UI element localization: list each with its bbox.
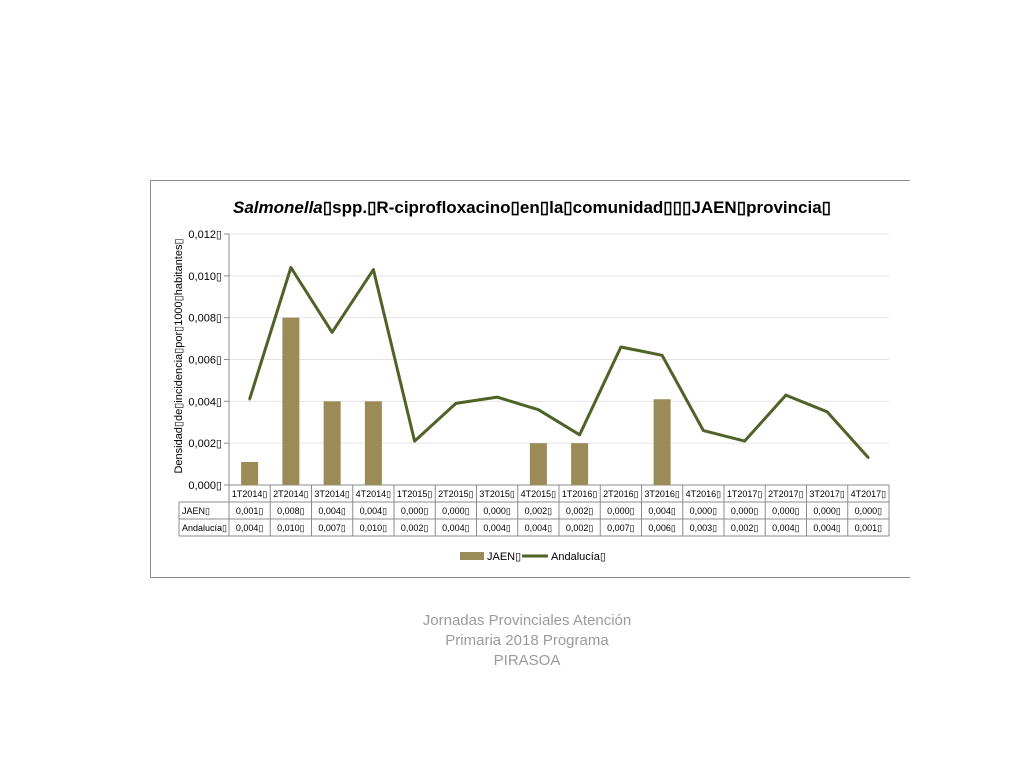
- y-tick-label: 0,004▯: [188, 396, 222, 409]
- y-tick-labels: [188, 229, 222, 492]
- x-tick-label: 2T2016▯: [603, 489, 639, 499]
- table-cell: 0,000▯: [854, 506, 883, 516]
- x-tick-label: 1T2017▯: [726, 489, 763, 499]
- table-cell: 0,000▯: [607, 506, 635, 516]
- bar: [530, 443, 547, 485]
- table-cell: 0,001▯: [235, 506, 264, 516]
- line-point: [372, 268, 374, 270]
- x-tick-label: 1T2015▯: [396, 489, 433, 499]
- bar: [241, 462, 258, 485]
- x-tick-label: 1T2014▯: [231, 489, 268, 499]
- x-tick-label: 4T2017▯: [850, 489, 887, 499]
- y-tick-label: 0,012▯: [188, 229, 222, 241]
- line-point: [248, 398, 250, 400]
- table-cell: 0,004▯: [772, 523, 800, 533]
- table-cell: 0,002▯: [565, 523, 594, 533]
- table-cell: 0,000▯: [813, 506, 841, 516]
- x-tick-label: 4T2016▯: [685, 489, 722, 499]
- data-table: [179, 485, 889, 536]
- table-cell: 0,002▯: [524, 506, 553, 516]
- line-point: [331, 331, 333, 333]
- table-cell: 0,004▯: [442, 523, 470, 533]
- table-cell: 0,000▯: [730, 506, 759, 516]
- legend-swatch-jaen: [460, 552, 484, 560]
- table-series-name: Andalucía▯: [182, 523, 227, 533]
- x-tick-label: 2T2017▯: [768, 489, 804, 499]
- bar: [324, 401, 341, 485]
- table-cell: 0,004▯: [359, 506, 388, 516]
- line-point: [743, 440, 745, 442]
- line-point: [578, 434, 580, 436]
- x-tick-label: 3T2017▯: [809, 489, 845, 499]
- table-cell: 0,004▯: [524, 523, 553, 533]
- table-series-name: JAEN▯: [182, 506, 210, 516]
- y-tick-label: 0,000▯: [188, 480, 222, 492]
- line-point: [785, 394, 787, 396]
- x-tick-label: 3T2014▯: [314, 489, 350, 499]
- series-line: [250, 268, 869, 458]
- y-tick-label: 0,008▯: [188, 312, 222, 325]
- table-cell: 0,000▯: [689, 506, 718, 516]
- chart-title: [233, 198, 831, 217]
- table-cell: 0,007▯: [607, 523, 635, 533]
- legend: [460, 551, 606, 563]
- x-tick-label: 4T2014▯: [355, 489, 392, 499]
- line-point: [867, 457, 869, 459]
- table-cell: 0,003▯: [689, 523, 718, 533]
- line-point: [496, 396, 498, 398]
- bar: [365, 401, 382, 485]
- bar: [282, 318, 299, 485]
- line-point: [620, 346, 622, 348]
- y-axis-label: Densidad▯de▯incidencia▯por▯1000▯habitantes▯: [173, 238, 185, 474]
- bar: [654, 399, 671, 485]
- footer-line-3: PIRASOA: [493, 652, 561, 669]
- table-cell: 0,010▯: [277, 523, 305, 533]
- table-cell: 0,002▯: [730, 523, 759, 533]
- table-cell: 0,008▯: [277, 506, 305, 516]
- x-tick-label: 1T2016▯: [561, 489, 598, 499]
- footer-line-1: Jornadas Provinciales Atención: [422, 612, 632, 629]
- table-cell: 0,000▯: [442, 506, 470, 516]
- table-cell: 0,010▯: [359, 523, 388, 533]
- footer-line-2: Primaria 2018 Programa: [445, 632, 609, 649]
- legend-label-andalucia: Andalucía▯: [551, 551, 606, 563]
- table-cell: 0,000▯: [400, 506, 429, 516]
- table-cell: 0,006▯: [648, 523, 676, 533]
- chart-title-rest: ▯spp.▯R-ciprofloxacino▯en▯la▯comunidad▯▯▯JAEN▯provincia▯: [322, 198, 831, 217]
- table-cell: 0,004▯: [648, 506, 676, 516]
- chart-title-italic: Salmonella: [233, 198, 323, 217]
- table-cell: 0,007▯: [318, 523, 346, 533]
- bar: [571, 443, 588, 485]
- x-tick-label: 3T2016▯: [644, 489, 680, 499]
- table-cell: 0,004▯: [235, 523, 264, 533]
- table-cell: 0,002▯: [565, 506, 594, 516]
- table-cell: 0,001▯: [854, 523, 883, 533]
- line-point: [661, 354, 663, 356]
- x-tick-label: 2T2015▯: [438, 489, 474, 499]
- line-point: [290, 266, 292, 268]
- table-cell: 0,004▯: [318, 506, 346, 516]
- y-tick-label: 0,010▯: [188, 270, 222, 283]
- table-cell: 0,004▯: [813, 523, 841, 533]
- y-tick-label: 0,006▯: [188, 354, 222, 367]
- table-cell: 0,000▯: [483, 506, 511, 516]
- table-cell: 0,000▯: [772, 506, 800, 516]
- legend-label-jaen: JAEN▯: [487, 551, 522, 563]
- line-point: [537, 409, 539, 411]
- line-point: [413, 440, 415, 442]
- x-tick-label: 3T2015▯: [479, 489, 515, 499]
- x-tick-label: 4T2015▯: [520, 489, 557, 499]
- line-point: [702, 429, 704, 431]
- table-cell: 0,002▯: [400, 523, 429, 533]
- table-cell: 0,004▯: [483, 523, 511, 533]
- line-andalucia: [248, 266, 869, 459]
- line-point: [826, 411, 828, 413]
- x-tick-label: 2T2014▯: [273, 489, 309, 499]
- y-tick-label: 0,002▯: [188, 438, 222, 451]
- line-point: [455, 402, 457, 404]
- footer: [372, 611, 682, 671]
